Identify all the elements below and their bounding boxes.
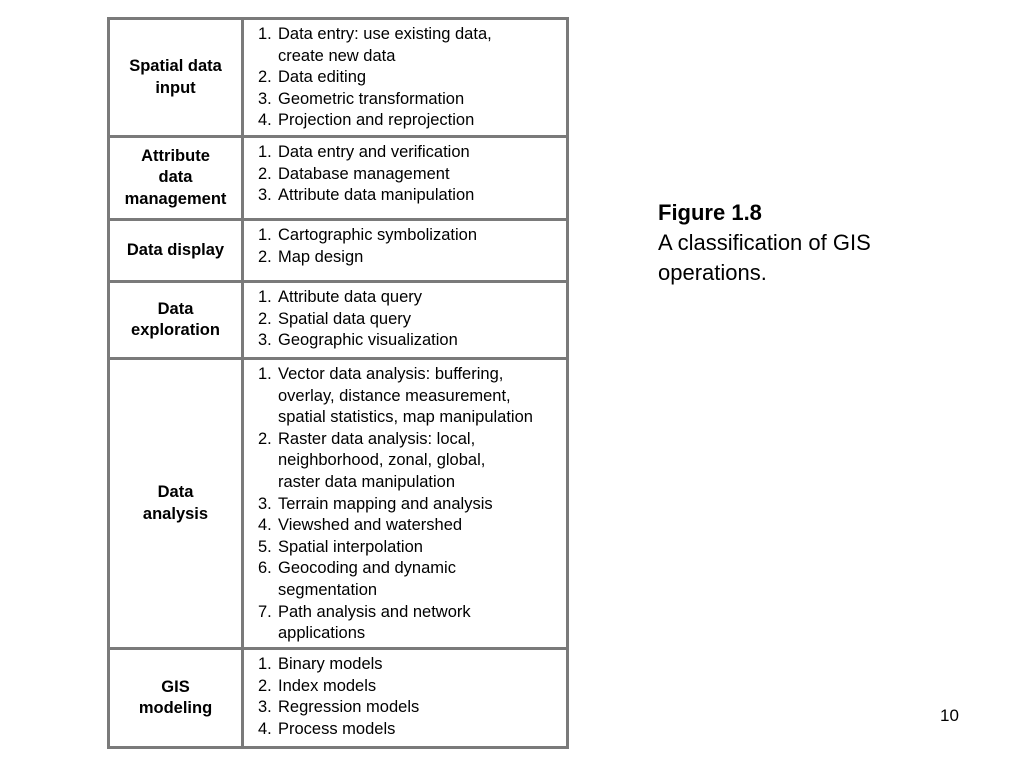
list-item	[258, 364, 566, 429]
list-item	[258, 537, 566, 559]
list-item	[258, 110, 566, 132]
list-item	[258, 330, 566, 352]
operations-cell	[244, 650, 566, 746]
operations-list	[258, 142, 566, 207]
table-row	[110, 647, 566, 746]
table-row	[110, 357, 566, 647]
operation-text: Terrain mapping and analysis	[278, 494, 493, 513]
operation-text: Process models	[278, 719, 396, 738]
category-label-text: Data exploration	[131, 299, 220, 339]
list-item	[258, 602, 566, 645]
category-label-text: Data analysis	[142, 483, 209, 523]
operation-number: 2.	[258, 164, 272, 183]
operation-text: Vector data analysis: buffering, overlay, distance measurement, spatial statistics, map manipulation	[278, 365, 533, 427]
category-label	[110, 283, 244, 357]
figure-caption	[658, 198, 978, 288]
operation-number: 3.	[258, 331, 272, 350]
list-item	[258, 494, 566, 516]
list-item	[258, 142, 566, 164]
list-item	[258, 24, 566, 67]
list-item	[258, 558, 566, 601]
operations-cell	[244, 221, 566, 280]
operations-list	[258, 24, 566, 132]
page-number: 10	[940, 706, 959, 725]
operation-number: 1.	[258, 288, 272, 306]
operation-number: 4.	[258, 516, 272, 535]
list-item	[258, 225, 566, 247]
operation-text: Spatial interpolation	[278, 537, 423, 556]
figure-title: Figure 1.8	[658, 200, 762, 225]
operation-text: Regression models	[278, 698, 420, 717]
operation-number: 2.	[258, 68, 272, 87]
operation-text: Viewshed and watershed	[278, 516, 463, 535]
operations-list	[258, 225, 566, 268]
table-row	[110, 218, 566, 280]
operation-text: Data entry and verification	[278, 143, 470, 161]
list-item	[258, 67, 566, 89]
operations-list	[258, 364, 566, 645]
operation-number: 1.	[258, 365, 272, 383]
list-item	[258, 287, 566, 309]
category-label-text: Attribute data management	[124, 146, 227, 208]
operations-list	[258, 654, 566, 740]
gis-operations-table	[107, 17, 569, 749]
category-label-text: Spatial data input	[129, 57, 222, 97]
operation-number: 1.	[258, 25, 272, 43]
category-label	[110, 650, 244, 746]
list-item	[258, 654, 566, 676]
operation-number: 3.	[258, 89, 272, 108]
operation-number: 3.	[258, 186, 272, 205]
list-item	[258, 429, 566, 494]
operations-list	[258, 287, 566, 352]
list-item	[258, 89, 566, 111]
table-row	[110, 20, 566, 135]
list-item	[258, 164, 566, 186]
list-item	[258, 515, 566, 537]
operation-number: 5.	[258, 537, 272, 556]
operation-text: Path analysis and network applications	[278, 602, 471, 643]
operation-text: Data editing	[278, 68, 367, 87]
table-row	[110, 135, 566, 218]
operation-text: Database management	[278, 164, 450, 183]
operation-text: Cartographic symbolization	[278, 226, 478, 244]
category-label	[110, 221, 244, 280]
category-label-text: Data display	[126, 240, 225, 259]
list-item	[258, 676, 566, 698]
operation-text: Spatial data query	[278, 309, 412, 328]
operation-number: 4.	[258, 719, 272, 738]
operation-text: Attribute data query	[278, 288, 423, 306]
category-label	[110, 360, 244, 647]
category-label	[110, 20, 244, 135]
figure-description: A classification of GIS operations.	[658, 230, 871, 285]
operation-number: 3.	[258, 494, 272, 513]
operation-number: 3.	[258, 698, 272, 717]
operation-number: 2.	[258, 429, 272, 448]
operation-number: 1.	[258, 226, 272, 244]
list-item	[258, 697, 566, 719]
list-item	[258, 185, 566, 207]
operation-number: 2.	[258, 247, 272, 266]
list-item	[258, 719, 566, 741]
operation-text: Data entry: use existing data, create new data	[278, 25, 492, 65]
list-item	[258, 309, 566, 331]
table-row	[110, 280, 566, 357]
operations-cell	[244, 360, 566, 647]
operation-number: 6.	[258, 559, 272, 578]
operation-number: 1.	[258, 143, 272, 161]
operation-text: Geometric transformation	[278, 89, 465, 108]
operation-number: 4.	[258, 111, 272, 130]
operation-text: Index models	[278, 676, 377, 695]
operations-cell	[244, 20, 566, 135]
operation-text: Geocoding and dynamic segmentation	[278, 559, 456, 599]
operation-text: Raster data analysis: local, neighborhood, zonal, global, raster data manipulation	[278, 429, 486, 491]
operation-text: Geographic visualization	[278, 331, 458, 350]
category-label-text: GIS modeling	[138, 677, 213, 717]
operation-text: Binary models	[278, 655, 383, 673]
operations-cell	[244, 283, 566, 357]
operation-text: Attribute data manipulation	[278, 186, 475, 205]
operation-number: 2.	[258, 676, 272, 695]
operation-number: 2.	[258, 309, 272, 328]
operation-text: Map design	[278, 247, 364, 266]
operation-number: 7.	[258, 602, 272, 621]
operation-text: Projection and reprojection	[278, 111, 475, 130]
operation-number: 1.	[258, 655, 272, 673]
list-item	[258, 247, 566, 269]
operations-cell	[244, 138, 566, 218]
category-label	[110, 138, 244, 218]
